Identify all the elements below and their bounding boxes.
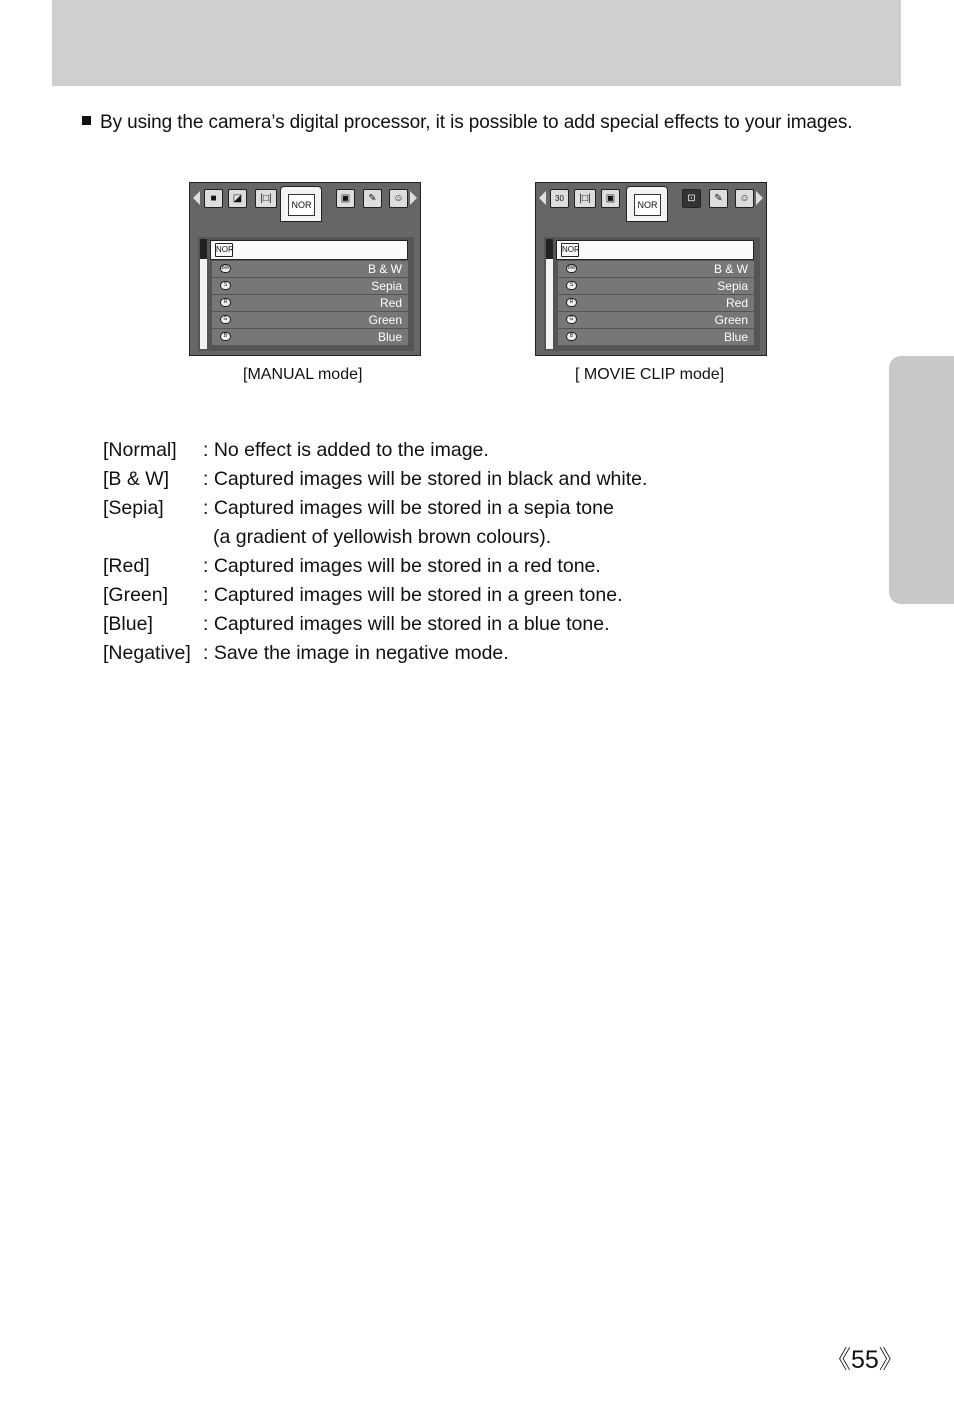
header-band bbox=[52, 0, 901, 86]
menu-item-label: Blue bbox=[723, 330, 748, 344]
burst-icon[interactable]: |□| bbox=[255, 189, 277, 208]
movie-clip-mode-caption: [ MOVIE CLIP mode] bbox=[575, 366, 725, 383]
section-side-tab bbox=[889, 356, 954, 604]
definition-desc: : Captured images will be stored in a green tone. bbox=[203, 584, 623, 606]
square-icon[interactable]: ▣ bbox=[601, 189, 620, 208]
person-icon[interactable]: ☺ bbox=[735, 189, 754, 208]
menu-item-label: B & W bbox=[367, 262, 402, 276]
frame-icon[interactable]: ▣ bbox=[336, 189, 355, 208]
definition-desc: : Captured images will be stored in a red tone. bbox=[203, 555, 601, 577]
square-icon[interactable]: ■ bbox=[204, 189, 223, 208]
sepia-effect-icon: S bbox=[220, 281, 231, 290]
menu-item-sepia[interactable] bbox=[212, 278, 408, 294]
menu-item-sepia[interactable] bbox=[558, 278, 754, 294]
left-arrow-icon[interactable] bbox=[539, 191, 546, 205]
definition-term: [Blue] bbox=[103, 613, 153, 635]
menu-item-blue[interactable] bbox=[558, 329, 754, 345]
menu-item-red[interactable] bbox=[558, 295, 754, 311]
menu-item-normal[interactable] bbox=[556, 240, 754, 260]
definition-term: [Sepia] bbox=[103, 497, 164, 519]
bw-effect-icon: BW bbox=[567, 265, 576, 271]
menu-item-label: Sepia bbox=[371, 279, 402, 293]
menu-item-red[interactable] bbox=[212, 295, 408, 311]
definition-term: [B & W] bbox=[103, 468, 170, 490]
definition-desc: : Save the image in negative mode. bbox=[203, 642, 509, 664]
manual-mode-screen bbox=[189, 182, 421, 356]
definition-desc: (a gradient of yellowish brown colours). bbox=[213, 526, 552, 548]
tab-effect[interactable] bbox=[626, 186, 668, 222]
menu-item-normal[interactable] bbox=[210, 240, 408, 260]
menu-scrollbar[interactable] bbox=[200, 239, 207, 349]
movie-clip-mode-screen bbox=[535, 182, 767, 356]
menu-item-green[interactable] bbox=[558, 312, 754, 328]
menu-item-label: Red bbox=[725, 296, 748, 310]
sepia-effect-icon: S bbox=[566, 281, 577, 290]
green-effect-icon: G bbox=[566, 315, 577, 324]
menu-item-label: Green bbox=[368, 313, 402, 327]
definition-desc: : Captured images will be stored in black and white. bbox=[203, 468, 648, 490]
intro-text: By using the camera’s digital processor, it is possible to add special effects to your images. bbox=[100, 112, 853, 133]
menu-item-label: B & W bbox=[713, 262, 748, 276]
blue-effect-icon: B bbox=[220, 332, 231, 341]
red-effect-icon: R bbox=[220, 298, 231, 307]
definition-term: [Green] bbox=[103, 584, 169, 606]
menu-item-bw[interactable] bbox=[558, 261, 754, 277]
nor-label: NOR bbox=[634, 194, 661, 216]
fps-icon[interactable]: 30 bbox=[550, 189, 569, 208]
menu-item-blue[interactable] bbox=[212, 329, 408, 345]
intro-paragraph bbox=[82, 112, 852, 134]
definition-desc: : No effect is added to the image. bbox=[203, 439, 489, 461]
menu-item-label: Green bbox=[714, 313, 748, 327]
focus-icon[interactable]: ⊡ bbox=[682, 189, 701, 208]
scroll-thumb[interactable] bbox=[546, 239, 553, 259]
definition-desc: : Captured images will be stored in a sepia tone bbox=[203, 497, 614, 519]
normal-effect-icon: NOR bbox=[215, 243, 233, 257]
nor-label: NOR bbox=[288, 194, 315, 216]
page-number: 《55》 bbox=[826, 1346, 904, 1374]
left-arrow-icon[interactable] bbox=[193, 191, 200, 205]
definition-term: [Negative] bbox=[103, 642, 191, 664]
blue-effect-icon: B bbox=[566, 332, 577, 341]
square-bullet-icon bbox=[82, 116, 91, 125]
wrench-icon[interactable]: ✎ bbox=[709, 189, 728, 208]
effect-menu bbox=[198, 237, 414, 351]
tab-effect[interactable] bbox=[280, 186, 322, 222]
menu-scrollbar[interactable] bbox=[546, 239, 553, 349]
green-effect-icon: G bbox=[220, 315, 231, 324]
bw-effect-icon: BW bbox=[221, 265, 230, 271]
definition-term: [Normal] bbox=[103, 439, 177, 461]
menu-item-label: Red bbox=[379, 296, 402, 310]
menu-tab-bar bbox=[536, 183, 766, 229]
menu-tab-bar bbox=[190, 183, 420, 229]
wrench-icon[interactable]: ✎ bbox=[363, 189, 382, 208]
menu-item-label: Blue bbox=[377, 330, 402, 344]
person-icon[interactable]: ☺ bbox=[389, 189, 408, 208]
burst-icon[interactable]: |□| bbox=[574, 189, 596, 208]
normal-effect-icon: NOR bbox=[561, 243, 579, 257]
menu-item-label: Sepia bbox=[717, 279, 748, 293]
scroll-thumb[interactable] bbox=[200, 239, 207, 259]
effect-menu bbox=[544, 237, 760, 351]
definition-desc: : Captured images will be stored in a blue tone. bbox=[203, 613, 610, 635]
right-arrow-icon[interactable] bbox=[410, 191, 417, 205]
crop-icon[interactable]: ◪ bbox=[228, 189, 247, 208]
manual-mode-caption: [MANUAL mode] bbox=[243, 366, 363, 383]
menu-item-bw[interactable] bbox=[212, 261, 408, 277]
definition-term: [Red] bbox=[103, 555, 150, 577]
red-effect-icon: R bbox=[566, 298, 577, 307]
menu-item-green[interactable] bbox=[212, 312, 408, 328]
right-arrow-icon[interactable] bbox=[756, 191, 763, 205]
